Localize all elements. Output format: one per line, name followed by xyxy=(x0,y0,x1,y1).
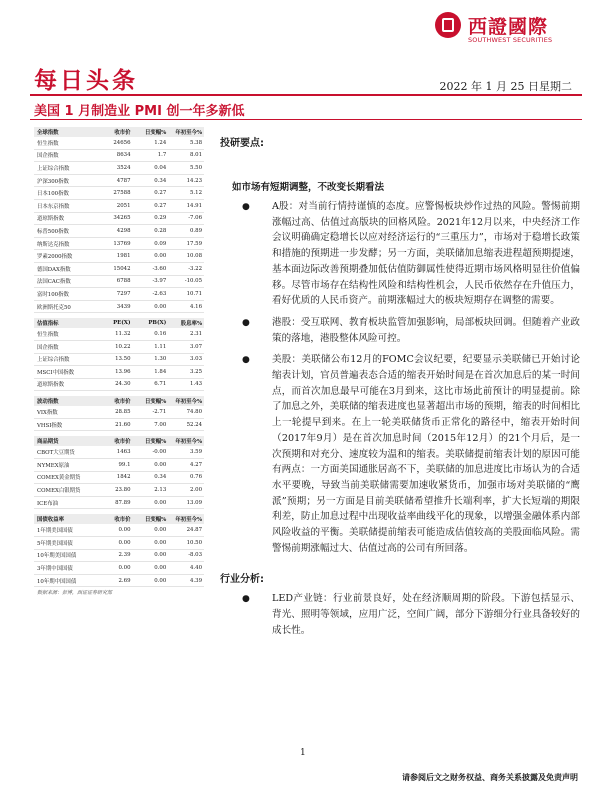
table-cell: 0.34 xyxy=(154,474,167,481)
table-cell: 34265 xyxy=(113,215,131,222)
table-row xyxy=(34,341,204,354)
table-cell: 波动指数 xyxy=(37,399,59,406)
table-cell: 3.59 xyxy=(190,449,203,456)
table-cell: -10.05 xyxy=(184,278,203,285)
table-cell: 4.39 xyxy=(190,577,203,584)
table-cell: 0.29 xyxy=(154,215,167,222)
table-source-note: 数据来源：彭博，西证证券研究部 xyxy=(37,590,113,597)
table-row xyxy=(34,137,204,150)
bullet-led-industry xyxy=(242,591,580,638)
table-cell: 13769 xyxy=(113,240,131,247)
table-cell: 10.22 xyxy=(115,343,131,350)
headline-divider xyxy=(30,119,582,120)
table-cell: 10.71 xyxy=(186,290,203,297)
table-cell: 国企指数 xyxy=(37,344,59,351)
table-cell: 国企指数 xyxy=(37,153,59,160)
table-cell: -3.22 xyxy=(188,265,203,272)
table-cell: 0.00 xyxy=(154,527,167,534)
table-cell: COMEX黄金期货 xyxy=(37,475,81,482)
table-cell: 24.87 xyxy=(186,527,203,534)
table-cell: ICE布油 xyxy=(37,500,58,507)
table-cell: 0.00 xyxy=(118,565,131,572)
bullet-text: 行业前景良好，处在经济顺周期的阶段。下游包括显示、背光、照明等领域，应用广泛，空间广阔，部分下游细分行业具备较好的成长性。 xyxy=(272,593,580,636)
table-cell: 1463 xyxy=(116,449,131,456)
table-cell: 13.50 xyxy=(115,356,131,363)
table-row xyxy=(34,524,204,537)
bullet-hk-share xyxy=(242,315,581,346)
table-row xyxy=(34,328,204,341)
table-row xyxy=(34,459,204,472)
bullet-dot-icon: ● xyxy=(242,355,250,366)
table-cell: 0.00 xyxy=(118,539,131,546)
table-row xyxy=(34,406,204,419)
main-content xyxy=(220,134,580,639)
table-cell: 0.00 xyxy=(154,499,167,506)
table-cell: 27588 xyxy=(113,190,131,197)
table-cell: 年初至今% xyxy=(175,517,203,524)
table-cell: -3.97 xyxy=(152,278,167,285)
table-cell: 5.38 xyxy=(190,139,203,146)
table-row xyxy=(34,276,204,289)
table-cell: 3439 xyxy=(116,303,131,310)
table-cell: 2.00 xyxy=(190,487,203,494)
table-cell: 0.00 xyxy=(118,527,131,534)
table-cell: 罗素2000指数 xyxy=(37,254,73,261)
table-cell: 沪深300指数 xyxy=(37,178,69,185)
table-row xyxy=(34,366,204,379)
table-header-row xyxy=(34,127,204,137)
table-cell: 3年期中国国债 xyxy=(37,566,73,573)
bullet-text: 对当前行情持谨慎的态度。应警惕板块炒作过热的风险。警惕前期涨幅过高、估值过高版块的回格风险。2021年12月以来，中央经济工作会议明确确定稳增长以应对经济运行的“三重压力”，市场对于稳增长政策和措施的预期进一步发酵；另一方面，美联储加息缩表进程超预期提速，基本面边际改善预期叠加低估值防御属性使得近期市场风格明显往价值偏移。尽管市场存在结构性风险和结构性机会，人民币依然存在升值压力，看好优质的人民币资产。前期涨幅过大的板块短期存在调整的需要。 xyxy=(272,201,581,307)
table-cell: 14.91 xyxy=(186,202,203,209)
bullet-dot-icon: ● xyxy=(242,202,250,212)
table-cell: 5年期美国国债 xyxy=(37,540,73,547)
table-cell: 恒生指数 xyxy=(37,332,59,339)
table-cell: 收市价 xyxy=(114,517,131,524)
company-name-cn: 西證國際 xyxy=(468,16,549,38)
section-title-industry: 行业分析: xyxy=(220,574,264,586)
table-cell: 0.00 xyxy=(154,539,167,546)
table-cell: 0.76 xyxy=(190,474,203,481)
table-cell: 0.27 xyxy=(154,202,167,209)
table-cell: 0.34 xyxy=(154,177,167,184)
table-cell: 0.28 xyxy=(154,227,167,234)
table-cell: 商品期货 xyxy=(37,439,59,446)
table-cell: -8.03 xyxy=(188,552,203,559)
report-date: 2022 年 1 月 25 日星期二 xyxy=(439,80,572,93)
table-cell: 日变幅% xyxy=(144,517,167,524)
table-cell: 6788 xyxy=(116,278,131,285)
table-cell: 4.27 xyxy=(190,461,203,468)
table-cell: 日本东京指数 xyxy=(37,203,70,210)
table-cell: 5.50 xyxy=(190,164,203,171)
table-cell: 欧洲斯托克50 xyxy=(37,304,71,311)
table-cell: 99.1 xyxy=(118,461,131,468)
table-cell: -2.63 xyxy=(152,290,167,297)
table-cell: 估值指标 xyxy=(37,321,59,328)
table-row xyxy=(34,550,204,563)
table-cell: 1981 xyxy=(116,253,131,260)
table-cell: 0.00 xyxy=(154,565,167,572)
table-cell: 0.09 xyxy=(154,240,167,247)
company-name-en: SOUTHWEST SECURITIES xyxy=(468,36,553,44)
table-row xyxy=(34,379,204,392)
table-cell: 1.7 xyxy=(157,152,167,159)
table-cell: 3.03 xyxy=(190,356,203,363)
table-cell: 4298 xyxy=(116,227,131,234)
table-row xyxy=(34,263,204,276)
table-row xyxy=(34,150,204,163)
table-cell: PE(X) xyxy=(113,320,131,327)
table-subheader-row xyxy=(34,514,204,524)
table-cell: 4.40 xyxy=(190,565,203,572)
table-cell: 17.59 xyxy=(186,240,203,247)
table-cell: 2051 xyxy=(116,202,131,209)
table-cell: 13.09 xyxy=(186,499,203,506)
table-cell: 法国CAC指数 xyxy=(37,279,71,286)
table-cell: 股息率% xyxy=(180,321,203,328)
table-cell: 13.96 xyxy=(115,368,131,375)
table-row xyxy=(34,497,204,510)
table-cell: 年初至今% xyxy=(175,439,203,446)
table-cell: 5.12 xyxy=(190,190,203,197)
table-cell: 7.00 xyxy=(154,421,167,428)
bullet-text: 受互联网、教育板块监管加强影响，局部板块回调。但随着产业政策的落地，港股整体风险可控。 xyxy=(272,316,581,344)
table-cell: 全球指数 xyxy=(37,130,59,136)
table-cell: MSCI中国指数 xyxy=(37,369,75,376)
table-row xyxy=(34,484,204,497)
table-cell: 1.24 xyxy=(154,139,167,146)
table-cell: 11.32 xyxy=(115,331,131,338)
table-cell: 恒生指数 xyxy=(37,140,59,147)
table-cell: 0.00 xyxy=(154,577,167,584)
table-cell: 4787 xyxy=(116,177,131,184)
table-row xyxy=(34,225,204,238)
bullet-tag: LED产业链： xyxy=(272,593,333,605)
table-row xyxy=(34,175,204,188)
table-cell: 日变幅% xyxy=(144,439,167,446)
table-cell: 8.01 xyxy=(190,152,203,159)
table-cell: 3.07 xyxy=(190,343,203,350)
market-data-table xyxy=(34,127,204,596)
table-cell: 87.89 xyxy=(115,499,131,506)
table-cell: 道琼斯指数 xyxy=(37,382,64,389)
bullet-dot-icon: ● xyxy=(242,317,250,328)
table-row xyxy=(34,419,204,432)
table-cell: 标普500指数 xyxy=(37,228,69,235)
table-cell: 1.30 xyxy=(154,356,167,363)
table-row xyxy=(34,301,204,314)
table-cell: 收市价 xyxy=(114,130,131,136)
table-row xyxy=(34,200,204,213)
table-cell: 10.08 xyxy=(186,253,203,260)
table-cell: 52.24 xyxy=(186,421,203,428)
table-cell: 2.69 xyxy=(118,577,131,584)
table-cell: 7297 xyxy=(116,290,131,297)
table-cell: 23.80 xyxy=(115,487,131,494)
table-row xyxy=(34,187,204,200)
table-row xyxy=(34,562,204,575)
table-row xyxy=(34,575,204,588)
section-title-key-points: 投研要点: xyxy=(220,138,264,149)
bullet-text: 美联储公布12月的FOMC会议纪要，纪要显示美联储已开始讨论缩表计划，官员普遍表态合适的缩表开始时间是在首次加息后的某一时间点，而首次加息最早可能在3月到来，这比市场此前预计的明显提前。除了加息之外，美联储的缩表进度也显著超出市场的预期，缩表的时间相比上一轮提早到来。在上一轮美联储货币正常化的路径中，缩表开始时间（2017年9月）是在首次加息时间（2015年12月）的21个月后，是一次预期和对充分、速度较为温和的缩表。美联储提前缩表计划的原因可能有两点：一方面美国通胀居高不下，美联储的加息进度比市场认为的合适水平要晚，导致当前美联储需要加速收紧货币，加强市场对美联储的“鹰派”预期；另一方面是目前美联储希望推升长端利率，扩大长短端的期限利差，防止加息过程中出现收益率曲线平化的现象，以增强金融体系内部风险收益的平衡。美联储提前缩表可能造成估值较高的美股面临风险。需警惕前期涨幅过大、估值过高的公司有所回落。 xyxy=(272,354,580,554)
table-cell: 2.13 xyxy=(154,487,167,494)
table-cell: 纳斯达克指数 xyxy=(37,241,70,248)
table-cell: 1.11 xyxy=(154,343,167,350)
table-cell: 年初至今% xyxy=(175,399,203,406)
table-cell: 日变幅% xyxy=(144,399,167,406)
table-cell: 富时100指数 xyxy=(37,291,69,298)
table-row xyxy=(34,537,204,550)
table-cell: CBOT大豆期货 xyxy=(37,450,75,457)
table-cell: 24.30 xyxy=(115,381,131,388)
table-cell: 上证综合指数 xyxy=(37,165,70,172)
report-brand-title: 每日头条 xyxy=(34,68,138,94)
table-row xyxy=(34,288,204,301)
table-cell: 8634 xyxy=(116,152,131,159)
table-cell: PB(X) xyxy=(148,320,167,327)
table-cell: -7.06 xyxy=(188,215,203,222)
table-cell: 日变幅% xyxy=(144,130,167,136)
table-cell: 3524 xyxy=(116,164,131,171)
table-cell: 4.16 xyxy=(190,303,203,310)
bullet-a-share xyxy=(242,199,581,309)
table-cell: 年初至今% xyxy=(175,130,203,136)
headline: 美国 1 月制造业 PMI 创一年多新低 xyxy=(34,104,245,119)
table-cell: NYMEX原油 xyxy=(37,462,70,469)
table-subheader-row xyxy=(34,396,204,406)
bullet-us-share xyxy=(242,352,580,556)
table-cell: 1年期美国国债 xyxy=(37,528,73,535)
table-cell: 3.25 xyxy=(190,368,203,375)
table-subheader-row xyxy=(34,436,204,446)
table-cell: 0.04 xyxy=(154,164,167,171)
disclaimer-note: 请参阅后文之财务权益、商务关系披露及免责声明 xyxy=(402,773,578,782)
bullet-tag: 美股： xyxy=(272,354,302,366)
table-cell: 0.89 xyxy=(190,227,203,234)
table-cell: 0.16 xyxy=(154,331,167,338)
table-cell: VHSI指数 xyxy=(37,422,63,429)
table-cell: 74.80 xyxy=(186,409,203,416)
table-cell: 道琼斯指数 xyxy=(37,216,64,223)
table-cell: 德国DAX指数 xyxy=(37,266,71,273)
table-cell: 1.84 xyxy=(154,368,167,375)
table-cell: 2.31 xyxy=(190,331,203,338)
table-cell: 0.00 xyxy=(154,303,167,310)
table-row xyxy=(34,250,204,263)
table-cell: 10.50 xyxy=(186,539,203,546)
table-cell: 收市价 xyxy=(114,439,131,446)
table-cell: 10年期中国国债 xyxy=(37,578,77,585)
table-cell: 0.00 xyxy=(154,552,167,559)
table-cell: 21.60 xyxy=(115,421,131,428)
table-cell: 国债收益率 xyxy=(37,517,64,524)
table-subheader-row xyxy=(34,318,204,328)
table-cell: 0.00 xyxy=(154,461,167,468)
table-cell: 1.43 xyxy=(190,381,203,388)
table-cell: 日本100指数 xyxy=(37,191,69,198)
company-logo-icon xyxy=(435,12,461,38)
subsection-title: 如市场有短期调整，不改变长期看法 xyxy=(232,182,385,193)
table-cell: 上证综合指数 xyxy=(37,357,70,364)
table-cell: COMEX白银期货 xyxy=(37,488,81,495)
table-cell: 28.85 xyxy=(115,409,131,416)
table-row xyxy=(34,446,204,459)
table-cell: 2.39 xyxy=(118,552,131,559)
table-cell: 0.00 xyxy=(154,253,167,260)
bullet-tag: 港股： xyxy=(272,316,301,328)
bullet-dot-icon: ● xyxy=(242,594,250,605)
bullet-tag: A股： xyxy=(272,201,299,212)
table-row xyxy=(34,213,204,226)
table-row xyxy=(34,162,204,175)
table-row xyxy=(34,238,204,251)
header-divider xyxy=(30,94,582,96)
table-cell: VIX指数 xyxy=(37,410,58,417)
table-cell: 10年期美国国债 xyxy=(37,553,77,560)
table-cell: -0.00 xyxy=(152,449,167,456)
table-cell: 14.23 xyxy=(186,177,203,184)
page-number: 1 xyxy=(300,748,306,758)
table-cell: 6.71 xyxy=(154,381,167,388)
table-cell: 15042 xyxy=(113,265,131,272)
table-row xyxy=(34,472,204,485)
table-row xyxy=(34,354,204,367)
table-cell: -3.60 xyxy=(152,265,167,272)
table-cell: 24656 xyxy=(113,139,131,146)
table-cell: -2.71 xyxy=(152,409,167,416)
table-cell: 0.27 xyxy=(154,190,167,197)
table-cell: 1842 xyxy=(116,474,131,481)
table-cell: 收市价 xyxy=(114,399,131,406)
